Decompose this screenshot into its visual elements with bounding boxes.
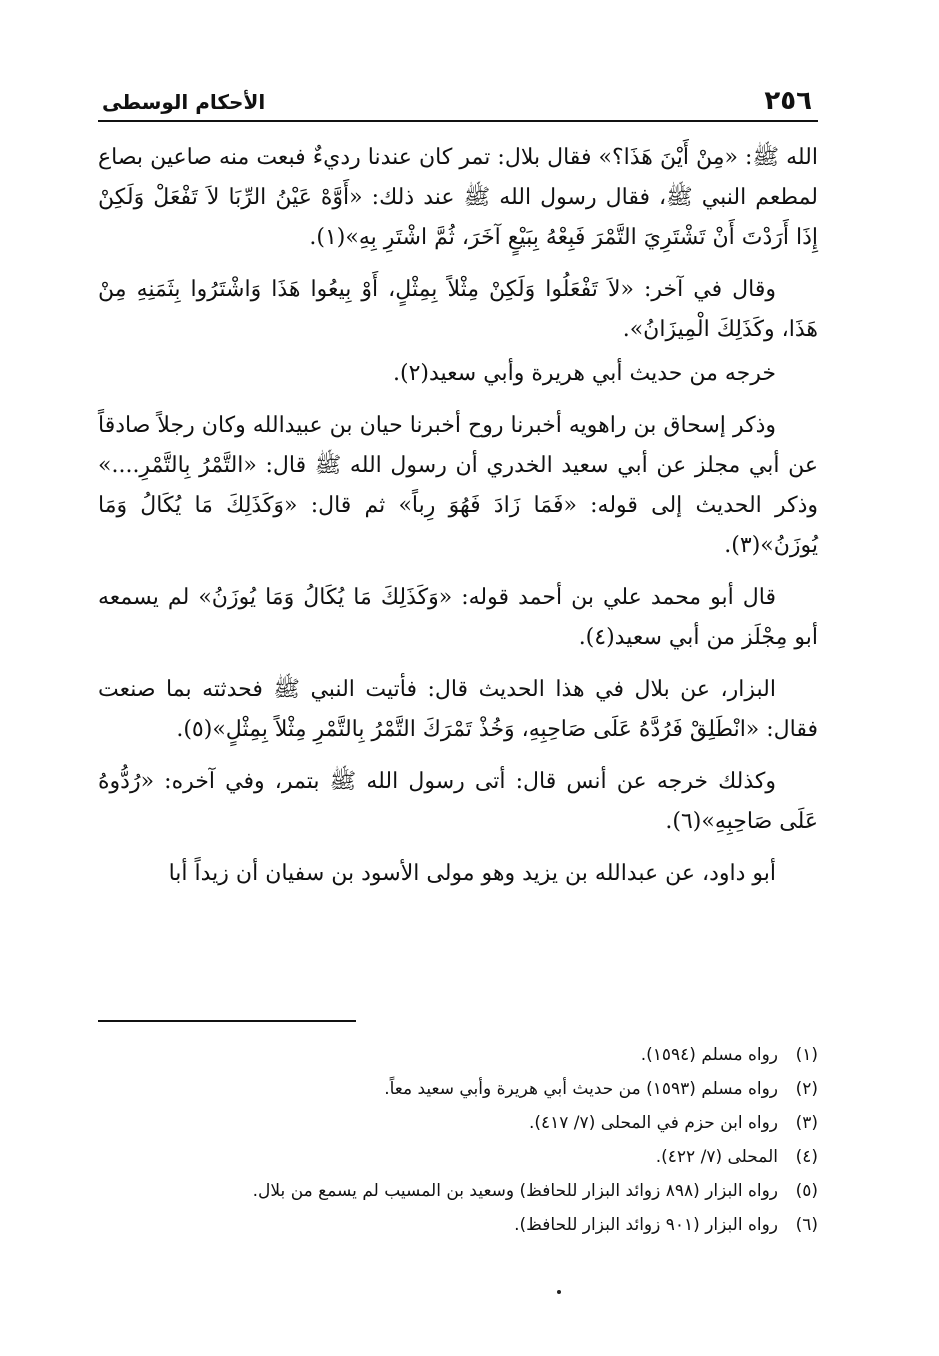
paragraph: البزار، عن بلال في هذا الحديث قال: فأتيت النبي ﷺ فحدثته بما صنعت فقال: «انْطَلِقْ فَرُدَّهُ عَلَى صَاحِبِهِ، وَخُذْ تَمْرَكَ التَّمْرُ بِالتَّمْرِ مِثْلاً بِمِثْلٍ»(٥). [98,677,818,742]
paragraph: وذكر إسحاق بن راهويه أخبرنا روح أخبرنا حيان بن عبيدالله وكان رجلاً صادقاً عن أبي مجلز عن أبي سعيد الخدري أن رسول الله ﷺ قال: «التَّمْرُ بِالتَّمْرِ....» وذكر الحديث إلى قوله: «فَمَا زَادَ فَهُوَ رِباً» ثم قال: «وَكَذَلِكَ مَا يُكَالُ وَمَا يُوزَنُ»(٣). [98,413,818,558]
footnote-item [98,1140,818,1174]
running-title: الأحكام الوسطى [102,90,266,114]
footnote-item [98,1038,818,1072]
footnotes [98,1038,818,1242]
footnote-number: (١) [795,1045,818,1065]
footnote-item [98,1072,818,1106]
paragraph: أبو داود، عن عبدالله بن يزيد وهو مولى الأسود بن سفيان أن زيداً أبا [168,861,776,886]
footnote-text: رواه ابن حزم في المحلى (٧/ ٤١٧). [528,1113,778,1133]
footnote-item [98,1208,818,1242]
footnote-text: المحلى (٧/ ٤٢٢). [655,1147,778,1167]
footnote-text: رواه مسلم (١٥٩٤). [640,1045,778,1065]
footnote-number: (٣) [795,1113,818,1133]
footnote-item [98,1106,818,1140]
footnote-item [98,1174,818,1208]
page-header [98,80,818,122]
footnote-text: رواه البزار (٩٠١ زوائد البزار للحافظ). [514,1215,778,1235]
paragraph: وقال في آخر: «لاَ تَفْعَلُوا وَلَكِنْ مِثْلاً بِمِثْلٍ، أَوْ بِيعُوا هَذَا وَاشْتَرُوا بِثَمَنِهِ مِنْ هَذَا، وكَذَلِكَ الْمِيزَانُ». [98,277,818,342]
book-page [98,80,818,1320]
main-text [98,138,818,894]
footnote-text: رواه مسلم (١٥٩٣) من حديث أبي هريرة وأبي سعيد معاً. [384,1079,778,1099]
paragraph: وكذلك خرجه عن أنس قال: أتى رسول الله ﷺ بتمر، وفي آخره: «رُدُّوهُ عَلَى صَاحِبِهِ»(٦). [98,769,818,834]
paragraph: قال أبو محمد علي بن أحمد قوله: «وَكَذَلِكَ مَا يُكَالُ وَمَا يُوزَنُ» لم يسمعه أبو مِجْلَز من أبي سعيد(٤). [98,585,818,650]
paragraph: الله ﷺ: «مِنْ أَيْنَ هَذَا؟» فقال بلال: تمر كان عندنا رديءٌ فبعت منه صاعين بصاع لمطعم النبي ﷺ، فقال رسول الله ﷺ عند ذلك: «أَوَّهْ عَيْنُ الرِّبَا لاَ تَفْعَلْ وَلَكِنْ إِذَا أَرَدْتَ أَنْ تَشْتَرِيَ التَّمْرَ فَبِعْهُ بِبَيْعٍ آخَرَ، ثُمَّ اشْتَرِ بِهِ»(١). [98,145,818,250]
paragraph: خرجه من حديث أبي هريرة وأبي سعيد(٢). [392,361,776,386]
page-number: ٢٥٦ [764,86,812,116]
footnote-number: (٥) [795,1181,818,1201]
footnote-divider [98,1020,356,1022]
footnote-number: (٢) [795,1079,818,1099]
footnote-number: (٤) [795,1147,818,1167]
footnote-number: (٦) [795,1215,818,1235]
printing-speck [557,1290,561,1294]
footnote-text: رواه البزار (٨٩٨ زوائد البزار للحافظ) وسعيد بن المسيب لم يسمع من بلال. [252,1181,778,1201]
